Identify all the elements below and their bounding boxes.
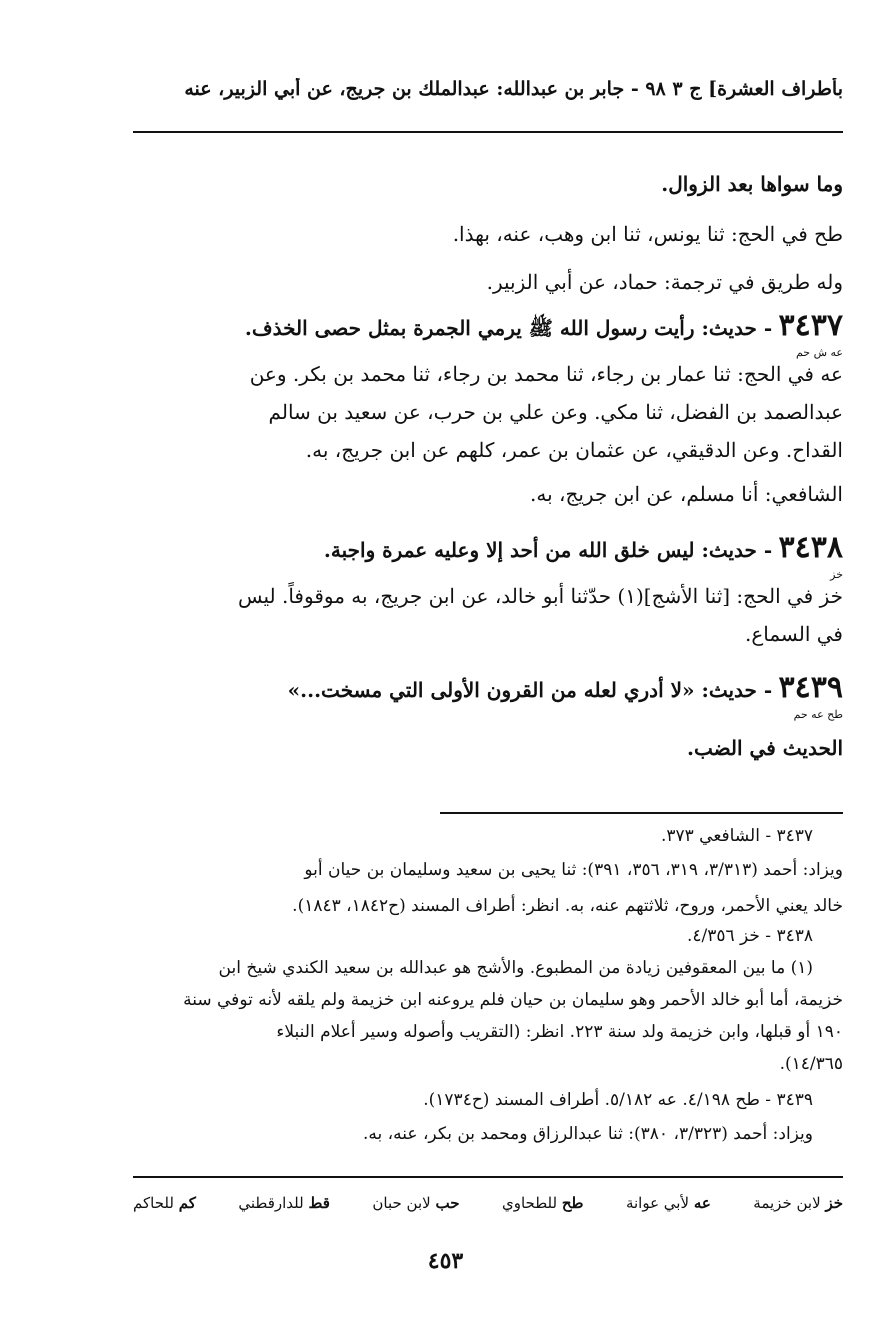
legend-item bbox=[238, 1194, 330, 1212]
text-line: في السماع. bbox=[744, 622, 843, 646]
text-line: طح في الحج: ثنا يونس، ثنا ابن وهب، عنه، بهذا. bbox=[452, 222, 843, 246]
legend-abbr: قط bbox=[308, 1194, 330, 1212]
text-line: خز في الحج: [ثنا الأشج](١) حدّثنا أبو خالد، عن ابن جريج، به موقوفاً. ليس bbox=[237, 584, 843, 608]
legend-item bbox=[372, 1194, 459, 1212]
abbreviation-legend bbox=[133, 1194, 843, 1212]
footnote-line: ويزاد: أحمد (٣/٣١٣، ٣١٩، ٣٥٦، ٣٩١): ثنا يحيى بن سعيد وسليمان بن حيان أبو bbox=[304, 860, 843, 880]
legend-item bbox=[133, 1194, 196, 1212]
footnote-rule bbox=[440, 812, 843, 814]
running-header: بأطراف العشرة] ج ٣ ٩٨ - جابر بن عبدالله: عبدالملك بن جريج، عن أبي الزبير، عنه bbox=[184, 78, 843, 100]
footnote-line: ١٩٠ أو قبلها، وابن خزيمة ولد سنة ٢٢٣. انظر: (التقريب وأصوله وسير أعلام النبلاء bbox=[276, 1022, 843, 1042]
footnote-line: خزيمة، أما أبو خالد الأحمر وهو سليمان بن حيان فلم يروعنه ابن خزيمة ولم يلقه لأنه توفي سنة bbox=[183, 990, 843, 1010]
legend-abbr: خز bbox=[825, 1194, 843, 1212]
hadith-number: ٣٤٣٧ bbox=[778, 308, 843, 343]
footnote-line: خالد يعني الأحمر، وروح، ثلاثتهم عنه، به. انظر: أطراف المسند (ح١٨٤٢، ١٨٤٣). bbox=[292, 896, 843, 916]
legend-text: لابن خزيمة bbox=[753, 1194, 821, 1212]
hadith-heading-3438 bbox=[324, 530, 843, 565]
legend-abbr: عه bbox=[693, 1194, 711, 1212]
legend-item bbox=[626, 1194, 711, 1212]
footnote-line: ويزاد: أحمد (٣/٣٢٣، ٣٨٠): ثنا عبدالرزاق ومحمد بن بكر، عنه، به. bbox=[363, 1124, 813, 1144]
text-line: الحديث في الضب. bbox=[686, 736, 843, 760]
sigla: طح عه حم bbox=[793, 708, 843, 721]
footnote-line: ٣٤٣٧ - الشافعي ٣٧٣. bbox=[660, 826, 813, 846]
legend-abbr: طح bbox=[561, 1194, 584, 1212]
legend-text: للطحاوي bbox=[501, 1194, 558, 1212]
legend-text: للحاكم bbox=[133, 1194, 174, 1212]
header-rule bbox=[133, 131, 843, 133]
legend-abbr: حب bbox=[435, 1194, 460, 1212]
footnote-line: ٣٤٣٨ - خز ٤/٣٥٦. bbox=[686, 926, 813, 946]
sigla: خز bbox=[830, 568, 843, 581]
legend-text: لأبي عوانة bbox=[625, 1194, 690, 1212]
text-line: عبدالصمد بن الفضل، ثنا مكي. وعن علي بن حرب، عن سعيد بن سالم bbox=[268, 400, 843, 424]
hadith-title: - حديث: «لا أدري لعله من القرون الأولى التي مسخت...» bbox=[287, 678, 773, 702]
legend-item bbox=[753, 1194, 843, 1212]
legend-text: للدارقطني bbox=[238, 1194, 304, 1212]
footnote-line: (١) ما بين المعقوفين زيادة من المطبوع. والأشج هو عبدالله بن سعيد الكندي شيخ ابن bbox=[218, 958, 813, 978]
hadith-number: ٣٤٣٨ bbox=[778, 530, 843, 565]
hadith-title: - حديث: ليس خلق الله من أحد إلا وعليه عمرة واجبة. bbox=[323, 538, 773, 562]
legend-abbr: كم bbox=[178, 1194, 196, 1212]
hadith-heading-3437 bbox=[245, 308, 843, 345]
legend-text: لابن حبان bbox=[372, 1194, 431, 1212]
text-line: عه في الحج: ثنا عمار بن رجاء، ثنا محمد بن رجاء، ثنا محمد بن بكر. وعن bbox=[249, 362, 843, 386]
text-line: الشافعي: أنا مسلم، عن ابن جريج، به. bbox=[530, 482, 843, 506]
hadith-title: - حديث: رأيت رسول الله ﷺ يرمي الجمرة بمثل حصى الخذف. bbox=[244, 316, 773, 340]
footnote-line: ٣٤٣٩ - طح ٤/١٩٨. عه ٥/١٨٢. أطراف المسند (ح١٧٣٤). bbox=[423, 1090, 813, 1110]
sigla: عه ش حم bbox=[795, 346, 843, 359]
legend-item bbox=[502, 1194, 583, 1212]
text-line: القداح. وعن الدقيقي، عن عثمان بن عمر، كلهم عن ابن جريج، به. bbox=[305, 438, 843, 462]
text-line: وله طريق في ترجمة: حماد، عن أبي الزبير. bbox=[486, 270, 843, 294]
footnote-line: ١٤/٣٦٥). bbox=[779, 1054, 843, 1074]
hadith-heading-3439 bbox=[288, 670, 843, 705]
text-line: وما سواها بعد الزوال. bbox=[661, 172, 843, 196]
page-number: ٤٥٣ bbox=[427, 1248, 464, 1274]
hadith-number: ٣٤٣٩ bbox=[778, 670, 843, 705]
legend-rule bbox=[133, 1176, 843, 1178]
